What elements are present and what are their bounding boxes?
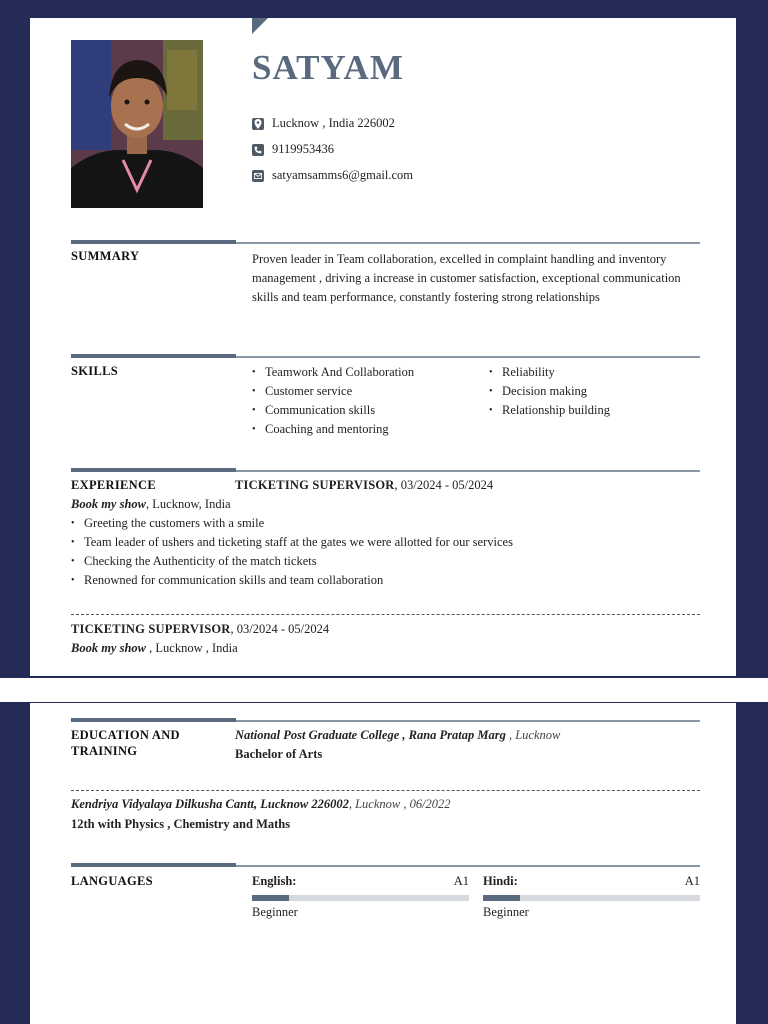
proficiency-bar xyxy=(483,895,700,901)
summary-text: Proven leader in Team collaboration, excelled in complaint handling and inventory management , driving a increase in customer satisfaction, exceptional communication skills and team performance, constantly fostering strong relationships xyxy=(252,252,681,304)
contact-email xyxy=(252,168,413,183)
language-english xyxy=(252,874,469,920)
email-text: satyamsamms6@gmail.com xyxy=(272,168,414,182)
job-dates: , 03/2024 - 05/2024 xyxy=(394,478,494,492)
skill-item: • Customer service xyxy=(252,382,414,401)
language-description: Beginner xyxy=(483,905,529,919)
education-entry-1: National Post Graduate College , Rana Pratap Marg , Lucknow xyxy=(235,728,561,742)
languages-heading: LANGUAGES xyxy=(71,874,153,888)
candidate-name: SATYAM xyxy=(252,48,404,87)
location-pin-icon xyxy=(252,118,264,130)
language-hindi xyxy=(483,874,700,920)
entry-divider xyxy=(71,614,700,615)
profile-photo xyxy=(71,40,203,208)
summary-heading: SUMMARY xyxy=(71,249,140,263)
job-title-1: TICKETING SUPERVISOR, 03/2024 - 05/2024 xyxy=(235,478,494,492)
job-duties-list xyxy=(71,514,513,590)
contact-phone xyxy=(252,142,334,157)
location-text: Lucknow , India 226002 xyxy=(272,116,395,130)
skills-list-right xyxy=(489,363,610,420)
resume-page-2 xyxy=(30,703,736,1024)
institution-name: National Post Graduate College , Rana Pratap Marg xyxy=(235,728,506,742)
entry-divider xyxy=(71,790,700,791)
education-entry-2: Kendriya Vidyalaya Dilkusha Cantt, Lucknow 226002, Lucknow , 06/2022 xyxy=(71,797,451,811)
skill-item: • Teamwork And Collaboration xyxy=(252,363,414,382)
skill-item: • Reliability xyxy=(489,363,610,382)
duty-item: • Renowned for communication skills and team collaboration xyxy=(71,571,513,590)
section-divider xyxy=(71,865,700,867)
page-gap xyxy=(0,678,768,702)
duty-item: • Greeting the customers with a smile xyxy=(71,514,513,533)
education-heading: EDUCATION AND TRAINING xyxy=(71,728,180,758)
institution-name: Kendriya Vidyalaya Dilkusha Cantt, Lucknow 226002 xyxy=(71,797,349,811)
language-name: Hindi: xyxy=(483,874,518,888)
skill-item: • Decision making xyxy=(489,382,610,401)
skills-list-left xyxy=(252,363,414,439)
skill-item: • Relationship building xyxy=(489,401,610,420)
employer-2: Book my show , Lucknow , India xyxy=(71,641,238,655)
language-description: Beginner xyxy=(252,905,298,919)
phone-text: 9119953436 xyxy=(272,142,335,156)
skill-item: • Coaching and mentoring xyxy=(252,420,414,439)
degree-2: 12th with Physics , Chemistry and Maths xyxy=(71,817,291,831)
resume-page-1 xyxy=(30,18,736,676)
section-divider xyxy=(71,720,700,722)
section-divider xyxy=(71,356,700,358)
job-title-2: TICKETING SUPERVISOR, 03/2024 - 05/2024 xyxy=(71,622,330,636)
phone-icon xyxy=(252,144,264,156)
degree-1: Bachelor of Arts xyxy=(235,747,323,761)
duty-item: • Checking the Authenticity of the match tickets xyxy=(71,552,513,571)
language-level: A1 xyxy=(453,874,469,888)
skills-heading: SKILLS xyxy=(71,364,118,378)
section-divider xyxy=(71,470,700,472)
employer-1: Book my show, Lucknow, India xyxy=(71,497,231,511)
mail-icon xyxy=(252,170,264,182)
contact-location xyxy=(252,116,395,131)
duty-item: • Team leader of ushers and ticketing staff at the gates we were allotted for our services xyxy=(71,533,513,552)
language-name: English: xyxy=(252,874,297,888)
experience-heading: EXPERIENCE xyxy=(71,478,156,492)
job-dates: , 03/2024 - 05/2024 xyxy=(230,622,330,636)
language-level: A1 xyxy=(684,874,700,888)
section-divider xyxy=(71,242,700,244)
corner-decoration xyxy=(252,18,268,34)
proficiency-bar xyxy=(252,895,469,901)
skill-item: • Communication skills xyxy=(252,401,414,420)
